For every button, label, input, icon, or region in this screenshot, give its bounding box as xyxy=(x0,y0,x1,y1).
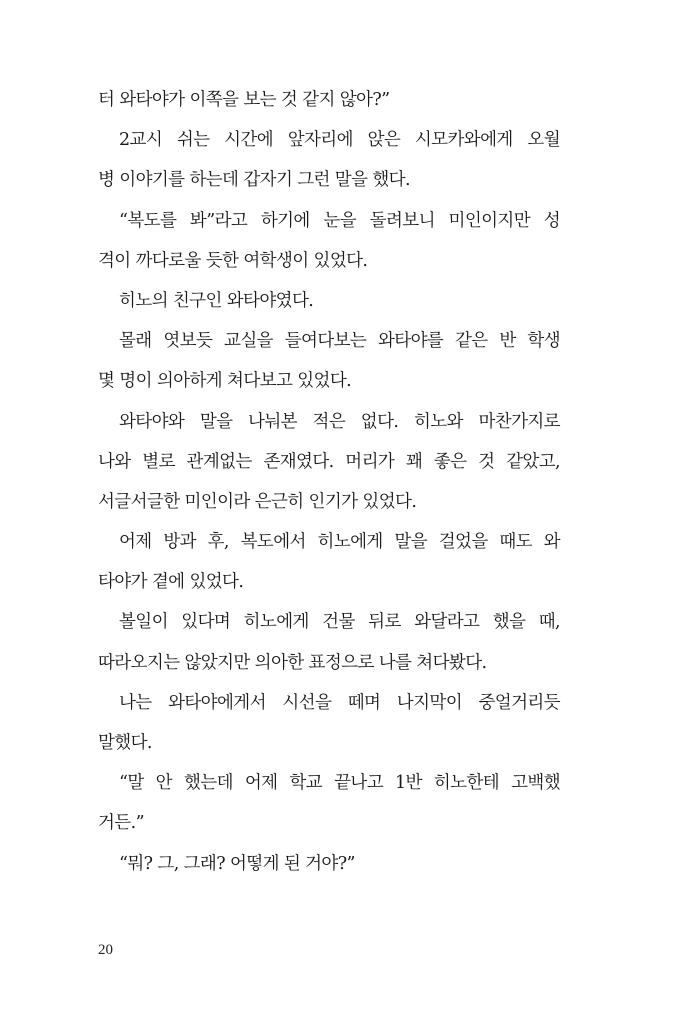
text-line-20: “뭐? 그, 그래? 어떻게 된 거야?” xyxy=(119,853,355,874)
text-line-5: 격이 까다로울 듯한 여학생이 있었다. xyxy=(98,250,368,271)
page-number: 20 xyxy=(98,942,113,958)
text-line-17: 말했다. xyxy=(98,733,152,753)
text-line-4: “복도를 봐”라고 하기에 눈을 돌려보니 미인이지만 성 xyxy=(119,210,560,231)
text-line-16: 나는 와타야에게서 시선을 떼며 나지막이 중얼거리듯 xyxy=(119,692,560,713)
text-line-2: 2교시 쉬는 시간에 앞자리에 앉은 시모카와에게 오월 xyxy=(119,130,560,151)
text-line-18: “말 안 했는데 어제 학교 끝나고 1반 히노한테 고백했 xyxy=(119,773,560,794)
text-line-9: 와타야와 말을 나눠본 적은 없다. 히노와 마찬가지로 xyxy=(119,411,560,432)
text-line-15: 따라오지는 않았지만 의아한 표정으로 나를 쳐다봤다. xyxy=(98,652,487,673)
text-line-12: 어제 방과 후, 복도에서 히노에게 말을 걸었을 때도 와 xyxy=(119,532,560,553)
text-line-14: 볼일이 있다며 히노에게 건물 뒤로 와달라고 했을 때, xyxy=(119,612,560,633)
book-page-body xyxy=(98,80,560,884)
text-line-10: 나와 별로 관계없는 존재였다. 머리가 꽤 좋은 것 같았고, xyxy=(98,451,560,472)
text-line-6: 히노의 친구인 와타야였다. xyxy=(119,290,314,311)
text-line-1: 터 와타야가 이쪽을 보는 것 같지 않아?” xyxy=(98,90,390,110)
text-line-7: 몰래 엿보듯 교실을 들여다보는 와타야를 같은 반 학생 xyxy=(119,331,560,352)
text-line-3: 병 이야기를 하는데 갑자기 그런 말을 했다. xyxy=(98,170,410,191)
text-line-8: 몇 명이 의아하게 쳐다보고 있었다. xyxy=(98,371,352,392)
text-line-19: 거든.” xyxy=(98,813,144,834)
text-line-11: 서글서글한 미인이라 은근히 인기가 있었다. xyxy=(98,491,417,512)
text-line-13: 타야가 곁에 있었다. xyxy=(98,572,244,593)
